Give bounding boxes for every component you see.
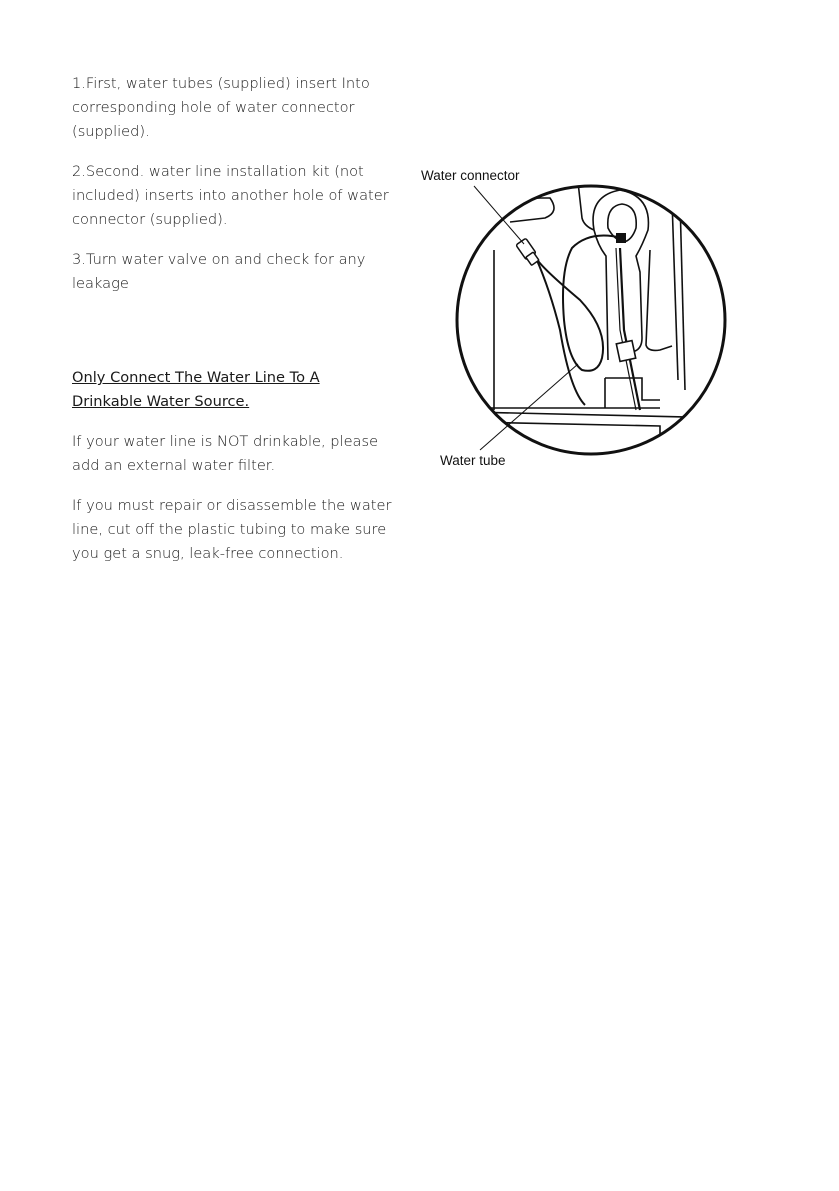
water-connector-label: Water connector — [421, 168, 520, 183]
instruction-text-column — [72, 72, 392, 582]
water-connection-diagram — [410, 160, 740, 480]
drinkable-water-warning: Only Connect The Water Line To A Drinkable Water Source. — [72, 369, 320, 410]
housing-plug — [616, 233, 626, 243]
diagram-illustration — [410, 160, 740, 480]
filter-note: If your water line is NOT drinkable, please add an external water filter. — [72, 433, 379, 474]
repair-note: If you must repair or disassemble the water line, cut off the plastic tubing to make sure you get a snug, leak-free connection. — [72, 497, 392, 562]
step-1-text: 1.First, water tubes (supplied) insert Into corresponding hole of water connector (supplied). — [72, 75, 370, 140]
step-2-text: 2.Second. water line installation kit (not included) inserts into another hole of water connector (supplied). — [72, 163, 389, 228]
tube-coupling — [616, 341, 635, 362]
step-3-text: 3.Turn water valve on and check for any leakage — [72, 251, 366, 292]
magnifier-circle — [457, 186, 725, 454]
water-tube-label: Water tube — [440, 453, 506, 468]
